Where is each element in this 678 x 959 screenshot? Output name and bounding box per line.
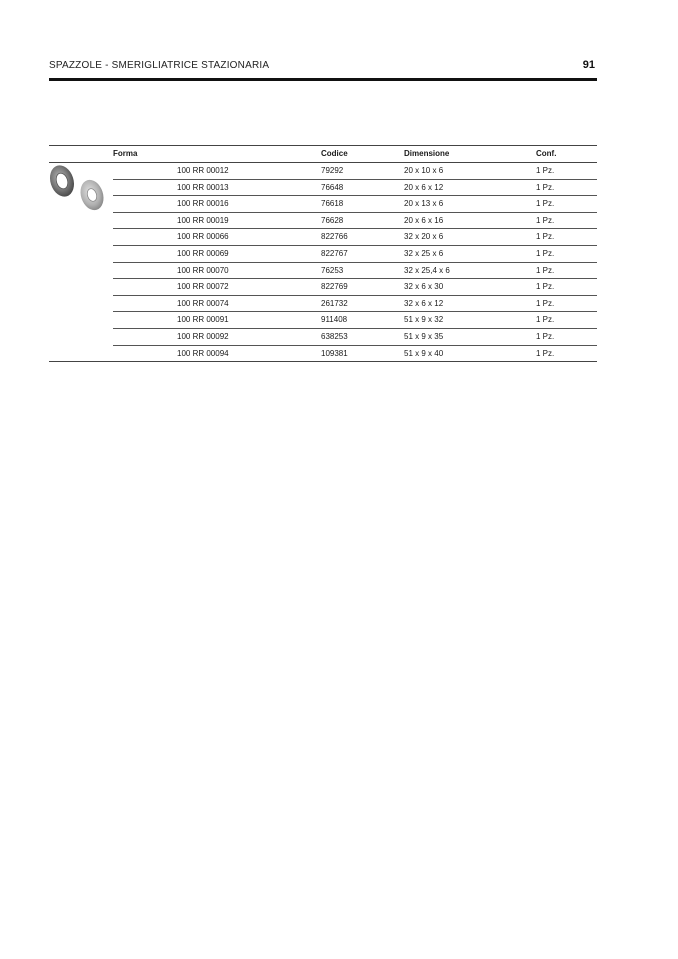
- product-code: 79292: [321, 166, 344, 175]
- package-quantity: 1 Pz.: [536, 265, 555, 275]
- product-code: 822767: [321, 248, 348, 258]
- product-code: 822766: [321, 232, 348, 242]
- dimension: 32 x 25,4 x 6: [404, 265, 450, 275]
- product-code: 76253: [321, 265, 344, 275]
- dimension: 20 x 13 x 6: [404, 199, 444, 209]
- dimension: 32 x 20 x 6: [404, 232, 444, 242]
- table-row: [113, 312, 597, 329]
- package-quantity: 1 Pz.: [536, 199, 555, 209]
- article-number: 100 RR 00069: [177, 248, 229, 258]
- package-quantity: 1 Pz.: [536, 215, 555, 225]
- page-title: SPAZZOLE - SMERIGLIATRICE STAZIONARIA: [49, 60, 270, 71]
- article-number: 100 RR 00092: [177, 331, 229, 341]
- package-quantity: 1 Pz.: [536, 298, 555, 308]
- product-table: [49, 145, 597, 362]
- article-number: 100 RR 00091: [177, 315, 229, 325]
- package-quantity: 1 Pz.: [536, 248, 555, 258]
- table-row: [113, 213, 597, 230]
- article-number: 100 RR 00019: [177, 215, 229, 225]
- column-header-codice: Codice: [321, 149, 348, 158]
- table-row: [113, 163, 597, 180]
- dimension: 20 x 6 x 12: [404, 182, 444, 192]
- article-number: 100 RR 00012: [177, 166, 229, 175]
- article-number: 100 RR 00094: [177, 348, 229, 358]
- table-body: [49, 163, 597, 361]
- article-number: 100 RR 00016: [177, 199, 229, 209]
- product-code: 76648: [321, 182, 344, 192]
- dimension: 20 x 6 x 16: [404, 215, 444, 225]
- article-number: 100 RR 00070: [177, 265, 229, 275]
- dimension: 20 x 10 x 6: [404, 166, 444, 175]
- package-quantity: 1 Pz.: [536, 315, 555, 325]
- table-row: [113, 246, 597, 263]
- column-header-dimensione: Dimensione: [404, 149, 450, 158]
- article-number: 100 RR 00074: [177, 298, 229, 308]
- table-row: [113, 329, 597, 346]
- table-row: [113, 196, 597, 213]
- product-code: 261732: [321, 298, 348, 308]
- product-code: 109381: [321, 348, 348, 358]
- table-row: [113, 346, 597, 362]
- article-number: 100 RR 00066: [177, 232, 229, 242]
- package-quantity: 1 Pz.: [536, 166, 555, 175]
- table-row: [113, 296, 597, 313]
- dimension: 32 x 25 x 6: [404, 248, 444, 258]
- package-quantity: 1 Pz.: [536, 182, 555, 192]
- product-code: 911408: [321, 315, 348, 325]
- grinding-wheel-rings-icon: [49, 163, 113, 223]
- product-image-cell: [49, 163, 113, 363]
- product-code: 76628: [321, 215, 344, 225]
- dimension: 32 x 6 x 30: [404, 282, 444, 292]
- dimension: 51 x 9 x 40: [404, 348, 444, 358]
- column-header-forma: Forma: [113, 149, 138, 158]
- table-header-row: [49, 146, 597, 163]
- column-header-conf: Conf.: [536, 149, 557, 158]
- table-row: [113, 229, 597, 246]
- table-row: [113, 263, 597, 280]
- package-quantity: 1 Pz.: [536, 348, 555, 358]
- article-number: 100 RR 00072: [177, 282, 229, 292]
- table-row: [113, 279, 597, 296]
- article-number: 100 RR 00013: [177, 182, 229, 192]
- table-row: [113, 180, 597, 197]
- product-code: 76618: [321, 199, 344, 209]
- dimension: 32 x 6 x 12: [404, 298, 444, 308]
- table-rows: [113, 163, 597, 361]
- dimension: 51 x 9 x 35: [404, 331, 444, 341]
- package-quantity: 1 Pz.: [536, 331, 555, 341]
- product-code: 822769: [321, 282, 348, 292]
- header-divider: [49, 78, 597, 81]
- table-bottom-divider: [49, 361, 597, 362]
- dimension: 51 x 9 x 32: [404, 315, 444, 325]
- package-quantity: 1 Pz.: [536, 232, 555, 242]
- package-quantity: 1 Pz.: [536, 282, 555, 292]
- product-code: 638253: [321, 331, 348, 341]
- page-number: 91: [582, 59, 595, 71]
